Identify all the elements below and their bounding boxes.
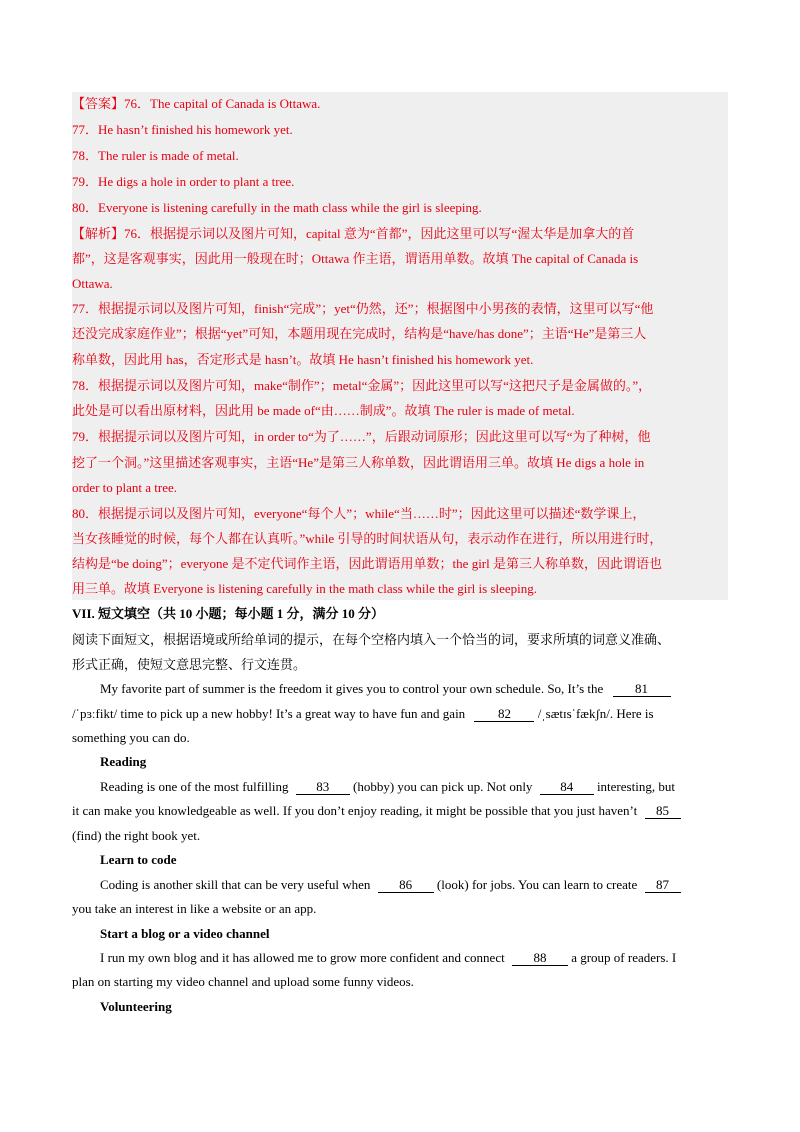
- subheading-code: Learn to code: [100, 852, 177, 867]
- blank-87[interactable]: 87: [645, 877, 681, 893]
- analysis-line: 【解析】76．根据提示词以及图片可知，capital 意为“首都”，因此这里可以写“渥太华是加拿大的首: [72, 226, 635, 241]
- passage-line: Reading is one of the most fulfilling 83 (hobby) you can pick up. Not only 84 interesting, but: [100, 779, 675, 794]
- analysis-line: 79．根据提示词以及图片可知，in order to“为了……”，后跟动词原形；因此这里可以写“为了种树，他: [72, 429, 651, 444]
- passage-line: it can make you knowledgeable as well. If you don’t enjoy reading, it might be possible that you just haven’t 85: [72, 802, 681, 820]
- blank-82[interactable]: 82: [474, 706, 534, 722]
- passage-line: My favorite part of summer is the freedom it gives you to control your own schedule. So, It’s the 81: [100, 680, 671, 698]
- answer-78: 78．The ruler is made of metal.: [72, 148, 239, 163]
- blank-83[interactable]: 83: [296, 779, 350, 795]
- analysis-line: 当女孩睡觉的时候，每个人都在认真听。”while 引导的时间状语从句，表示动作在进行，所以用进行时，: [72, 531, 663, 546]
- analysis-line: 80．根据提示词以及图片可知，everyone“每个人”；while“当……时”；因此这里可以描述“数学课上，: [72, 506, 646, 521]
- analysis-line: 用三单。故填 Everyone is listening carefully in the math class while the girl is sleeping.: [72, 581, 538, 596]
- section-instruction: 形式正确，使短文意思完整、行文连贯。: [72, 657, 307, 672]
- analysis-line: 还没完成家庭作业”；根据“yet”可知，本题用现在完成时，结构是“have/has done”；主语“He”是第三人: [72, 326, 647, 341]
- analysis-line: 77．根据提示词以及图片可知，finish“完成”；yet“仍然，还”；根据图中小男孩的表情，这里可以写“他: [72, 301, 654, 316]
- blank-84[interactable]: 84: [540, 779, 594, 795]
- answer-77: 77．He hasn’t finished his homework yet.: [72, 122, 293, 137]
- analysis-line: 都”，这是客观事实，因此用一般现在时；Ottawa 作主语，谓语用单数。故填 The capital of Canada is: [72, 251, 639, 266]
- section-instruction: 阅读下面短文，根据语境或所给单词的提示，在每个空格内填入一个恰当的词，要求所填的词意义准确、: [72, 632, 671, 647]
- passage-line: you take an interest in like a website or an app.: [72, 901, 317, 916]
- blank-85[interactable]: 85: [645, 803, 681, 819]
- passage-line: plan on starting my video channel and upload some funny videos.: [72, 974, 414, 989]
- answer-79: 79．He digs a hole in order to plant a tree.: [72, 174, 295, 189]
- passage-line: Coding is another skill that can be very useful when 86 (look) for jobs. You can learn to create 87: [100, 876, 681, 894]
- answer-76: 【答案】76．The capital of Canada is Ottawa.: [72, 96, 321, 111]
- analysis-line: 78．根据提示词以及图片可知，make“制作”；metal“金属”；因此这里可以写“这把尺子是金属做的。”，: [72, 378, 652, 393]
- blank-86[interactable]: 86: [378, 877, 434, 893]
- answer-80: 80．Everyone is listening carefully in the math class while the girl is sleeping.: [72, 200, 482, 215]
- blank-81[interactable]: 81: [613, 681, 671, 697]
- subheading-reading: Reading: [100, 754, 147, 769]
- analysis-line: 称单数，因此用 has，否定形式是 hasn’t。故填 He hasn’t finished his homework yet.: [72, 352, 534, 367]
- analysis-line: 结构是“be doing”；everyone 是不定代词作主语，因此谓语用单数；the girl 是第三人称单数，因此谓语也: [72, 556, 662, 571]
- passage-line: I run my own blog and it has allowed me to grow more confident and connect 88 a group of readers. I: [100, 950, 677, 965]
- passage-line: (find) the right book yet.: [72, 828, 201, 843]
- answer-panel: [72, 92, 728, 600]
- analysis-line: 挖了一个洞。”这里描述客观事实，主语“He”是第三人称单数，因此谓语用三单。故填 He digs a hole in: [72, 455, 645, 470]
- analysis-line: order to plant a tree.: [72, 480, 178, 495]
- analysis-line: Ottawa.: [72, 276, 113, 291]
- subheading-volunteering: Volunteering: [100, 999, 172, 1014]
- subheading-blog: Start a blog or a video channel: [100, 926, 270, 941]
- passage-line: /ˈpɜːfikt/ time to pick up a new hobby! It’s a great way to have fun and gain 82 /ˌsætɪsˈfækʃn/. Here is: [72, 706, 654, 721]
- passage-line: something you can do.: [72, 730, 190, 745]
- section-title: VII. 短文填空（共 10 小题；每小题 1 分，满分 10 分）: [72, 606, 385, 621]
- analysis-line: 此处是可以看出原材料，因此用 be made of“由……制成”。故填 The ruler is made of metal.: [72, 403, 575, 418]
- blank-88[interactable]: 88: [512, 950, 568, 966]
